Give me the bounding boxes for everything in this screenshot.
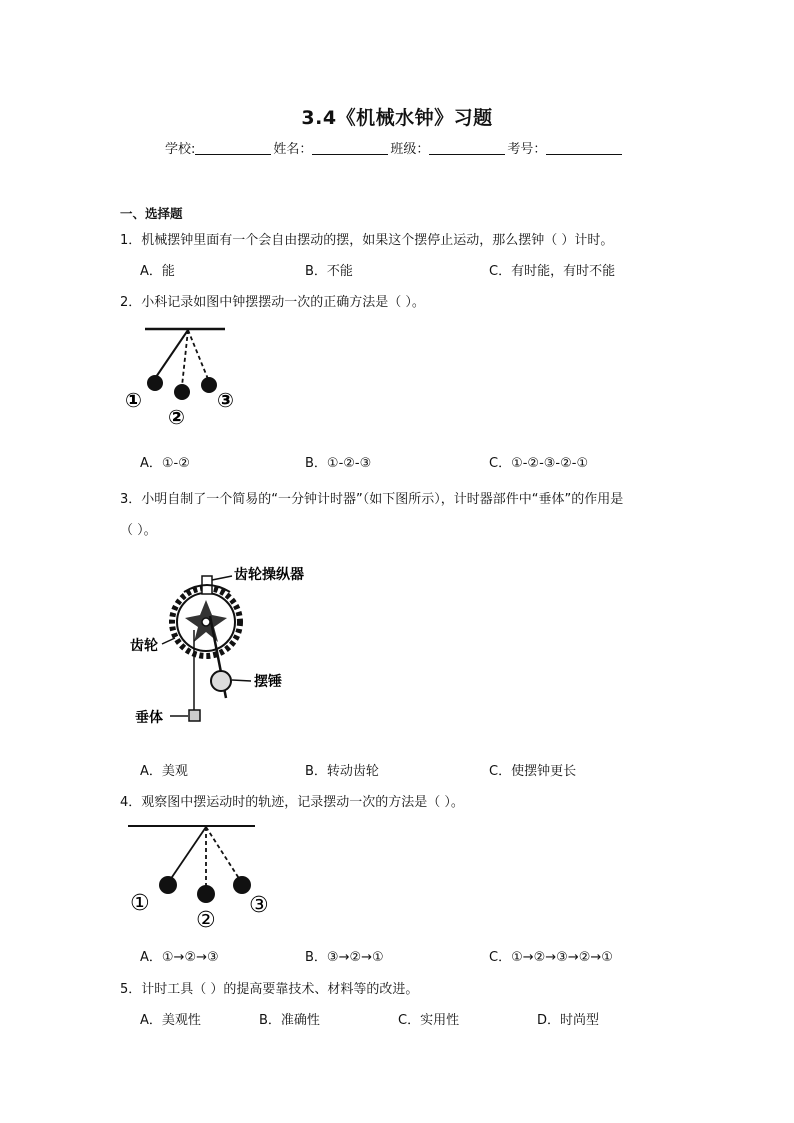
hanging-weight bbox=[189, 710, 200, 721]
timer-device-figure-q3 bbox=[128, 560, 328, 735]
q4-option-a[interactable]: A．①→②→③ bbox=[140, 950, 219, 965]
pendulum-string-right bbox=[188, 330, 208, 379]
pendulum-label-1: ① bbox=[125, 388, 142, 412]
pendulum-figure-q2 bbox=[120, 320, 250, 430]
q3-option-a[interactable]: A．美观 bbox=[140, 764, 188, 779]
q2-option-b[interactable]: B．①-②-③ bbox=[305, 456, 372, 471]
q3-option-c[interactable]: C．使摆钟更长 bbox=[489, 764, 577, 779]
pendulum-bob bbox=[211, 671, 231, 691]
q1-option-c[interactable]: C．有时能，有时不能 bbox=[489, 264, 616, 279]
q1-option-a[interactable]: A．能 bbox=[140, 264, 175, 279]
pendulum-bob-middle bbox=[197, 885, 215, 903]
pendulum-string-right bbox=[206, 827, 240, 880]
q5-option-c[interactable]: C．实用性 bbox=[398, 1013, 460, 1028]
pendulum-bob-right bbox=[201, 377, 217, 393]
gear-leader-line bbox=[162, 638, 175, 644]
question-4: 4．观察图中摆运动时的轨迹，记录摆动一次的方法是（ ）。 bbox=[120, 795, 464, 810]
pendulum-label-1: ① bbox=[130, 891, 150, 916]
question-3-cont: （ ）。 bbox=[120, 523, 157, 538]
student-info-row bbox=[165, 138, 624, 157]
controller-leader-line bbox=[212, 576, 232, 580]
name-label: 姓名： bbox=[273, 142, 313, 157]
q4-option-c[interactable]: C．①→②→③→②→① bbox=[489, 950, 613, 965]
school-label: 学校: bbox=[165, 142, 196, 157]
q5-option-b[interactable]: B．准确性 bbox=[259, 1013, 320, 1028]
label-weight: 垂体 bbox=[135, 710, 163, 726]
school-blank[interactable] bbox=[195, 141, 271, 155]
section-heading: 一、选择题 bbox=[120, 206, 183, 221]
gear-axle bbox=[202, 618, 210, 626]
q5-option-d[interactable]: D．时尚型 bbox=[537, 1013, 600, 1028]
pendulum-bob-right bbox=[233, 876, 251, 894]
pendulum-label-3: ③ bbox=[249, 893, 269, 918]
pendulum-label-3: ③ bbox=[217, 388, 234, 412]
question-5: 5．计时工具（ ）的提高要靠技术、材料等的改进。 bbox=[120, 982, 419, 997]
pendulum-bob-left bbox=[147, 375, 163, 391]
pendulum-label-2: ② bbox=[196, 908, 216, 933]
exam-no-label: 考号： bbox=[507, 142, 547, 157]
label-pendulum-bob: 摆锤 bbox=[254, 674, 282, 690]
exam-no-blank[interactable] bbox=[546, 141, 622, 155]
pendulum-string-left bbox=[156, 330, 188, 377]
bob-leader-line bbox=[232, 680, 251, 681]
class-blank[interactable] bbox=[429, 141, 505, 155]
q2-option-a[interactable]: A．①-② bbox=[140, 456, 190, 471]
pendulum-string-left bbox=[170, 827, 206, 880]
label-gear-controller: 齿轮操纵器 bbox=[234, 567, 304, 583]
class-label: 班级： bbox=[390, 142, 430, 157]
q3-option-b[interactable]: B．转动齿轮 bbox=[305, 764, 379, 779]
q5-option-a[interactable]: A．美观性 bbox=[140, 1013, 201, 1028]
question-2: 2．小科记录如图中钟摆摆动一次的正确方法是（ ）。 bbox=[120, 295, 425, 310]
question-3: 3．小明自制了一个简易的“一分钟计时器”（如下图所示），计时器部件中“垂体”的作用是 bbox=[120, 492, 624, 507]
name-blank[interactable] bbox=[312, 141, 388, 155]
pendulum-figure-q4 bbox=[125, 818, 275, 933]
q2-option-c[interactable]: C．①-②-③-②-① bbox=[489, 456, 589, 471]
pendulum-bob-left bbox=[159, 876, 177, 894]
q4-option-b[interactable]: B．③→②→① bbox=[305, 950, 384, 965]
pendulum-label-2: ② bbox=[168, 405, 185, 429]
pendulum-bob-middle bbox=[174, 384, 190, 400]
question-1: 1．机械摆钟里面有一个会自由摆动的摆，如果这个摆停止运动，那么摆钟（ ）计时。 bbox=[120, 233, 614, 248]
page-title: 3.4《机械水钟》习题 bbox=[301, 107, 493, 129]
q1-option-b[interactable]: B．不能 bbox=[305, 264, 353, 279]
label-gear: 齿轮 bbox=[130, 638, 158, 654]
